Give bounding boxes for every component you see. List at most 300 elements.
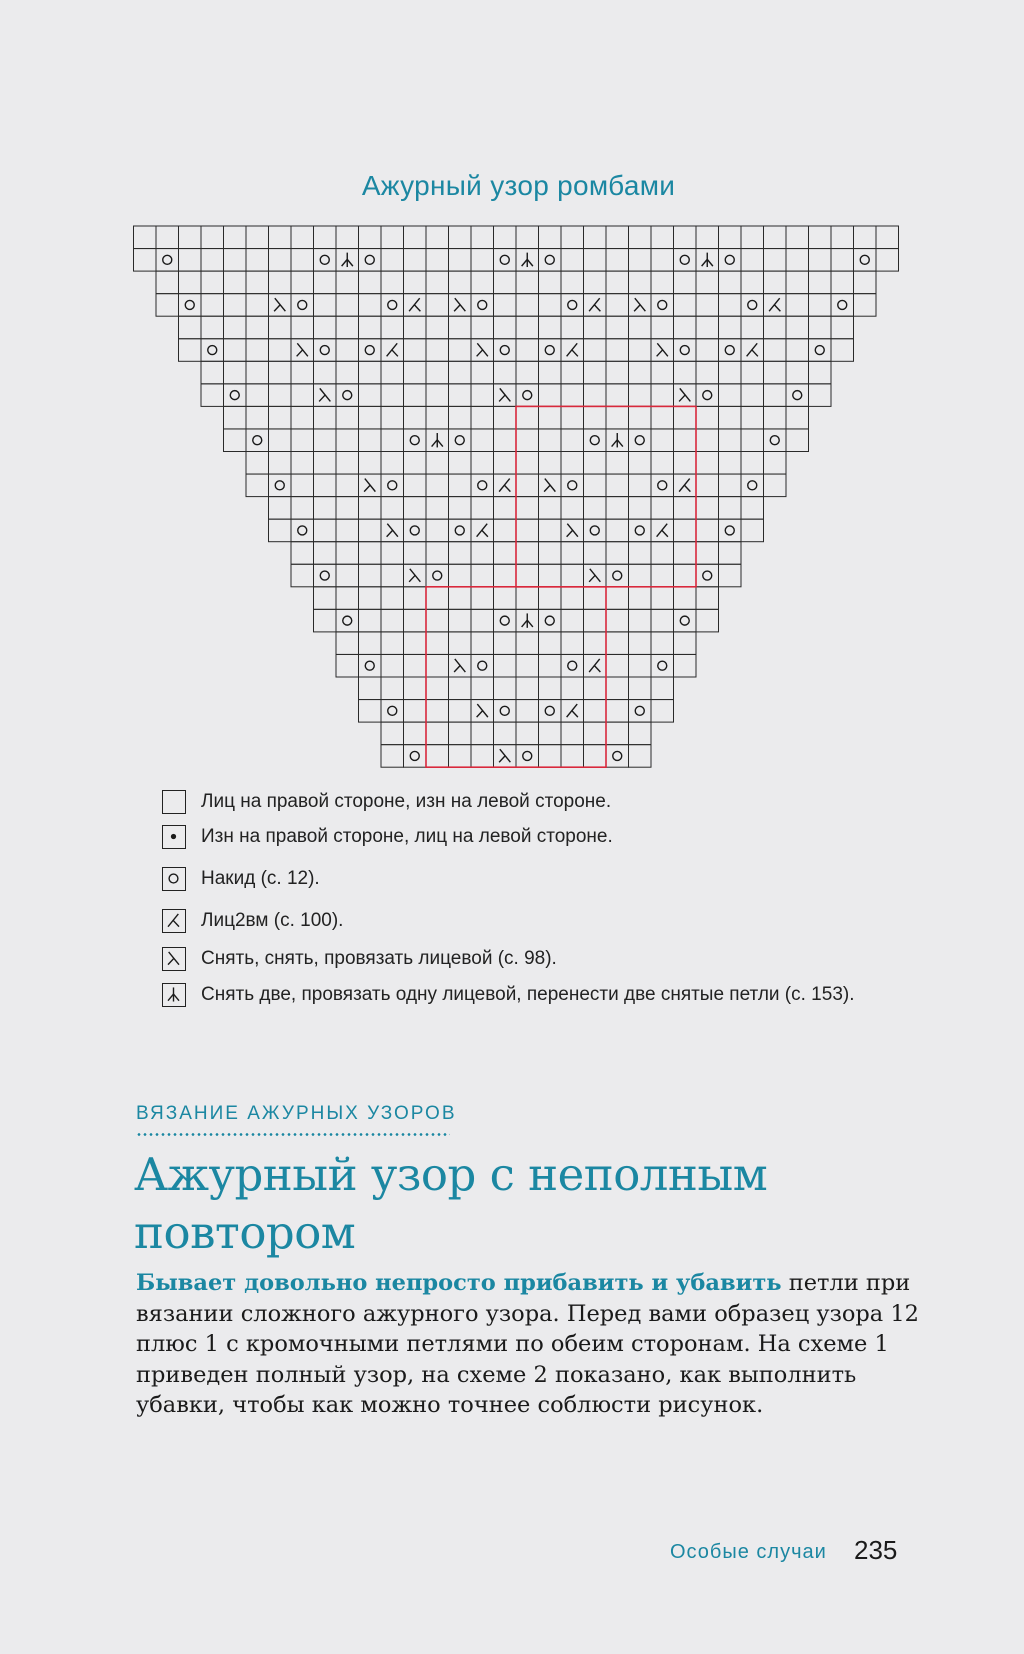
chart-cell — [449, 700, 472, 723]
chart-cell — [629, 384, 652, 407]
legend-ssk-icon — [162, 947, 186, 971]
legend-text: Накид (с. 12). — [201, 868, 320, 889]
chart-cell — [246, 452, 269, 475]
chart-cell — [719, 316, 742, 339]
chart-cell — [741, 474, 764, 497]
chart-cell — [381, 316, 404, 339]
stitch-yo-icon — [635, 526, 644, 535]
chart-cell — [629, 497, 652, 520]
chart-cell — [314, 294, 337, 317]
chart-cell — [516, 474, 539, 497]
chart-cell — [561, 429, 584, 452]
body-text: петли при вязании сложного ажурного узора. Перед вами образец узора 12 плюс 1 с кромочными петлями по обеим сторонам. На схеме 1 приведен полный узор, на схеме 2 показано, как выполнить убавки, чтобы как можно точнее соблюсти рисунок. — [136, 1270, 919, 1418]
chart-cell — [786, 226, 809, 249]
chart-cell — [584, 497, 607, 520]
chart-cell — [179, 339, 202, 362]
chart-cell — [606, 339, 629, 362]
chart-cell — [629, 406, 652, 429]
chart-cell — [651, 654, 674, 677]
chart-cell — [561, 361, 584, 384]
chart-cell — [449, 587, 472, 610]
chart-cell — [696, 474, 719, 497]
chart-cell — [651, 497, 674, 520]
chart-title: Ажурный узор ромбами — [361, 170, 676, 201]
chart-cell — [494, 226, 517, 249]
chart-cell — [764, 474, 787, 497]
chart-cell — [741, 294, 764, 317]
chart-cell — [539, 384, 562, 407]
chart-cell — [471, 587, 494, 610]
chart-cell — [561, 677, 584, 700]
chart-cell — [561, 542, 584, 565]
chart-cell — [426, 587, 449, 610]
chart-cell — [381, 406, 404, 429]
chart-cell — [404, 339, 427, 362]
chart-cell — [471, 316, 494, 339]
chart-cell — [561, 384, 584, 407]
chart-cell — [764, 384, 787, 407]
chart-cell — [246, 384, 269, 407]
chart-cell — [584, 339, 607, 362]
chart-cell — [719, 474, 742, 497]
chart-cell — [854, 226, 877, 249]
chart-cell — [314, 519, 337, 542]
chart-cell — [696, 519, 719, 542]
chart-cell — [629, 429, 652, 452]
chart-cell — [539, 249, 562, 272]
stitch-yo-icon — [590, 526, 599, 535]
chart-cell — [336, 564, 359, 587]
chart-cell — [269, 249, 292, 272]
chart-cell — [764, 249, 787, 272]
chart-cell — [651, 587, 674, 610]
chart-cell — [314, 406, 337, 429]
chart-cell — [359, 587, 382, 610]
chart-cell — [629, 745, 652, 768]
chart-cell — [246, 406, 269, 429]
chart-cell — [449, 609, 472, 632]
chart-cell — [539, 452, 562, 475]
chart-cell — [291, 542, 314, 565]
chart-cell — [606, 700, 629, 723]
chart-cell — [651, 609, 674, 632]
chart-cell — [449, 452, 472, 475]
chart-cell — [561, 294, 584, 317]
chart-cell — [696, 609, 719, 632]
chart-cell — [494, 722, 517, 745]
chart-cell — [606, 249, 629, 272]
chart-cell — [674, 519, 697, 542]
chart-cell — [246, 316, 269, 339]
section-label: ВЯЗАНИЕ АЖУРНЫХ УЗОРОВ — [136, 1103, 457, 1124]
chart-cell — [269, 519, 292, 542]
stitch-sk2p-icon — [612, 433, 623, 447]
stitch-yo-icon — [568, 481, 577, 490]
chart-cell — [516, 542, 539, 565]
chart-cell — [516, 226, 539, 249]
chart-cell — [201, 316, 224, 339]
chart-cell — [584, 632, 607, 655]
chart-cell — [471, 429, 494, 452]
chart-cell — [719, 361, 742, 384]
chart-cell — [336, 429, 359, 452]
chart-cell — [471, 226, 494, 249]
chart-cell — [404, 249, 427, 272]
chart-cell — [426, 361, 449, 384]
chart-cell — [471, 384, 494, 407]
chart-cell — [741, 271, 764, 294]
chart-cell — [719, 271, 742, 294]
stitch-yo-icon — [320, 571, 329, 580]
chart-cell — [359, 700, 382, 723]
chart-cell — [494, 271, 517, 294]
chart-cell — [606, 722, 629, 745]
chart-cell — [809, 226, 832, 249]
chart-cell — [539, 361, 562, 384]
chart-cell — [381, 700, 404, 723]
chart-cell — [404, 654, 427, 677]
chart-cell — [539, 294, 562, 317]
stitch-ssk-icon — [454, 659, 465, 672]
chart-cell — [876, 249, 899, 272]
stitch-yo-icon — [770, 436, 779, 445]
chart-cell — [494, 497, 517, 520]
chart-cell — [651, 632, 674, 655]
lead-text: Бывает довольно непросто прибавить и убавить — [136, 1270, 782, 1296]
chart-cell — [584, 722, 607, 745]
chart-cell — [629, 587, 652, 610]
chart-cell — [381, 249, 404, 272]
chart-cell — [629, 609, 652, 632]
stitch-k2tog-icon — [679, 479, 690, 492]
chart-cell — [539, 406, 562, 429]
chart-cell — [291, 249, 314, 272]
stitch-ssk-icon — [409, 569, 420, 582]
chart-cell — [606, 316, 629, 339]
chart-cell — [404, 316, 427, 339]
legend-text: Снять две, провязать одну лицевой, перенести две снятые петли (с. 153). — [201, 984, 855, 1005]
chart-cell — [494, 316, 517, 339]
stitch-yo-icon — [725, 526, 734, 535]
chart-cell — [201, 249, 224, 272]
chart-cell — [584, 384, 607, 407]
chart-cell — [314, 339, 337, 362]
chart-cell — [786, 429, 809, 452]
chart-cell — [404, 429, 427, 452]
chart-cell — [606, 452, 629, 475]
chart-cell — [629, 519, 652, 542]
chart-cell — [764, 339, 787, 362]
chart-cell — [876, 226, 899, 249]
chart-cell — [291, 406, 314, 429]
chart-cell — [449, 406, 472, 429]
chart-cell — [449, 271, 472, 294]
chart-cell — [741, 519, 764, 542]
chart-cell — [224, 294, 247, 317]
stitch-yo-icon — [635, 436, 644, 445]
chart-cell — [359, 564, 382, 587]
chart-cell — [696, 226, 719, 249]
stitch-yo-icon — [478, 661, 487, 670]
chart-cell — [674, 361, 697, 384]
chart-cell — [584, 609, 607, 632]
chart-cell — [809, 271, 832, 294]
chart-cell — [809, 316, 832, 339]
chart-cell — [539, 745, 562, 768]
stitch-yo-icon — [568, 661, 577, 670]
chart-cell — [404, 361, 427, 384]
chart-cell — [629, 722, 652, 745]
chart-cell — [449, 632, 472, 655]
chart-cell — [404, 745, 427, 768]
chart-cell — [786, 316, 809, 339]
chart-cell — [336, 406, 359, 429]
chart-cell — [629, 542, 652, 565]
chart-cell — [449, 384, 472, 407]
chart-cell — [426, 226, 449, 249]
chart-cell — [606, 294, 629, 317]
stitch-yo-icon — [500, 616, 509, 625]
chart-cell — [291, 497, 314, 520]
chart-cell — [539, 316, 562, 339]
chart-cell — [561, 249, 584, 272]
chart-cell — [516, 745, 539, 768]
chart-cell — [561, 632, 584, 655]
chart-cell — [674, 429, 697, 452]
chart-cell — [494, 609, 517, 632]
chart-cell — [764, 452, 787, 475]
chart-cell — [584, 271, 607, 294]
chart-cell — [696, 316, 719, 339]
chart-cell — [494, 339, 517, 362]
chart-cell — [471, 406, 494, 429]
chart-cell — [606, 474, 629, 497]
chart-cell — [696, 271, 719, 294]
stitch-yo-icon — [725, 346, 734, 355]
chart-cell — [854, 249, 877, 272]
chart-cell — [561, 474, 584, 497]
chart-cell — [224, 271, 247, 294]
chart-cell — [539, 587, 562, 610]
chart-cell — [696, 587, 719, 610]
chart-cell — [314, 542, 337, 565]
chart-cell — [494, 249, 517, 272]
chart-cell — [539, 632, 562, 655]
stitch-yo-icon — [725, 255, 734, 264]
stitch-sk2p-icon — [432, 433, 443, 447]
chart-cell — [606, 654, 629, 677]
chart-cell — [224, 316, 247, 339]
chart-cell — [606, 384, 629, 407]
chart-cell — [516, 519, 539, 542]
stitch-yo-icon — [838, 300, 847, 309]
chart-cell — [674, 654, 697, 677]
stitch-yo-icon — [793, 391, 802, 400]
chart-cell — [584, 677, 607, 700]
chart-cell — [426, 745, 449, 768]
chart-cell — [719, 497, 742, 520]
stitch-yo-icon — [410, 526, 419, 535]
stitch-k2tog-icon — [567, 343, 578, 356]
chart-cell — [809, 294, 832, 317]
chart-cell — [269, 226, 292, 249]
chart-cell — [381, 497, 404, 520]
chart-cell — [426, 542, 449, 565]
chart-cell — [471, 745, 494, 768]
stitch-ssk-icon — [274, 298, 285, 311]
chart-cell — [449, 226, 472, 249]
stitch-ssk-icon — [499, 749, 510, 762]
chart-cell — [201, 361, 224, 384]
chart-cell — [426, 452, 449, 475]
chart-cell — [629, 361, 652, 384]
chart-cell — [359, 249, 382, 272]
chart-cell — [696, 406, 719, 429]
chart-cell — [359, 677, 382, 700]
chart-cell — [674, 497, 697, 520]
stitch-yo-icon — [455, 436, 464, 445]
chart-cell — [606, 519, 629, 542]
chart-cell — [426, 700, 449, 723]
stitch-yo-icon — [545, 616, 554, 625]
chart-cell — [539, 519, 562, 542]
chart-cell — [629, 564, 652, 587]
stitch-sk2p-icon — [702, 253, 713, 267]
chart-cell — [516, 316, 539, 339]
chart-cell — [719, 406, 742, 429]
stitch-ssk-icon — [454, 298, 465, 311]
chart-cell — [719, 519, 742, 542]
chart-cell — [561, 452, 584, 475]
chart-cell — [629, 632, 652, 655]
chart-cell — [539, 339, 562, 362]
stitch-yo-icon — [860, 255, 869, 264]
chart-cell — [696, 452, 719, 475]
chart-cell — [651, 361, 674, 384]
chart-cell — [606, 564, 629, 587]
chart-cell — [426, 339, 449, 362]
chart-cell — [381, 587, 404, 610]
stitch-yo-icon — [500, 346, 509, 355]
chart-cell — [224, 406, 247, 429]
stitch-yo-icon — [478, 481, 487, 490]
chart-cell — [494, 519, 517, 542]
chart-cell — [539, 271, 562, 294]
chart-cell — [741, 497, 764, 520]
chart-cell — [426, 609, 449, 632]
chart-cell — [494, 564, 517, 587]
chart-cell — [381, 429, 404, 452]
stitch-ssk-icon — [567, 524, 578, 537]
chart-cell — [269, 474, 292, 497]
chart-cell — [426, 316, 449, 339]
stitch-yo-icon — [388, 481, 397, 490]
chart-cell — [156, 226, 179, 249]
chart-cell — [606, 361, 629, 384]
chart-cell — [201, 384, 224, 407]
stitch-ssk-icon — [657, 343, 668, 356]
chart-cell — [494, 654, 517, 677]
stitch-k2tog-icon — [769, 298, 780, 311]
chart-cell — [606, 406, 629, 429]
chart-cell — [359, 406, 382, 429]
chart-cell — [786, 294, 809, 317]
chart-cell — [404, 406, 427, 429]
chart-cell — [381, 542, 404, 565]
stitch-yo-icon — [545, 255, 554, 264]
chart-cell — [381, 271, 404, 294]
chart-cell — [494, 677, 517, 700]
chart-cell — [516, 587, 539, 610]
chart-cell — [696, 497, 719, 520]
chart-cell — [764, 226, 787, 249]
chart-cell — [741, 429, 764, 452]
chart-cell — [629, 677, 652, 700]
chart-cell — [426, 677, 449, 700]
chart-cell — [584, 587, 607, 610]
chart-cell — [381, 564, 404, 587]
chart-cell — [651, 564, 674, 587]
chart-cell — [786, 271, 809, 294]
stitch-yo-icon — [343, 391, 352, 400]
stitch-yo-icon — [208, 346, 217, 355]
chart-cell — [651, 474, 674, 497]
chart-cell — [381, 722, 404, 745]
chart-cell — [336, 542, 359, 565]
chart-cell — [291, 226, 314, 249]
chart-cell — [179, 226, 202, 249]
chart-cell — [471, 609, 494, 632]
chart-cell — [719, 249, 742, 272]
chart-cell — [629, 249, 652, 272]
stitch-ssk-icon — [634, 298, 645, 311]
chart-cell — [629, 339, 652, 362]
stitch-k2tog-icon — [477, 524, 488, 537]
chart-cell — [516, 384, 539, 407]
chart-cell — [269, 361, 292, 384]
chart-cell — [651, 271, 674, 294]
chart-cell — [764, 361, 787, 384]
chart-cell — [314, 361, 337, 384]
chart-cell — [201, 226, 224, 249]
chart-cell — [561, 609, 584, 632]
chart-cell — [516, 497, 539, 520]
chart-cell — [314, 474, 337, 497]
chart-cell — [381, 384, 404, 407]
chart-cell — [426, 654, 449, 677]
legend-yo-icon — [162, 867, 186, 891]
chart-cell — [584, 474, 607, 497]
chart-cell — [381, 226, 404, 249]
chart-cell — [314, 429, 337, 452]
chart-cell — [606, 745, 629, 768]
stitch-yo-icon — [815, 346, 824, 355]
chart-cell — [651, 700, 674, 723]
chart-cell — [404, 497, 427, 520]
chart-cell — [539, 722, 562, 745]
chart-cell — [404, 587, 427, 610]
stitch-yo-icon — [230, 391, 239, 400]
chart-cell — [404, 474, 427, 497]
chart-cell — [516, 452, 539, 475]
chart-cell — [674, 587, 697, 610]
chart-cell — [516, 294, 539, 317]
chart-cell — [561, 226, 584, 249]
chart-cell — [494, 361, 517, 384]
stitch-k2tog-icon — [589, 659, 600, 672]
chart-cell — [336, 361, 359, 384]
chart-cell — [471, 542, 494, 565]
